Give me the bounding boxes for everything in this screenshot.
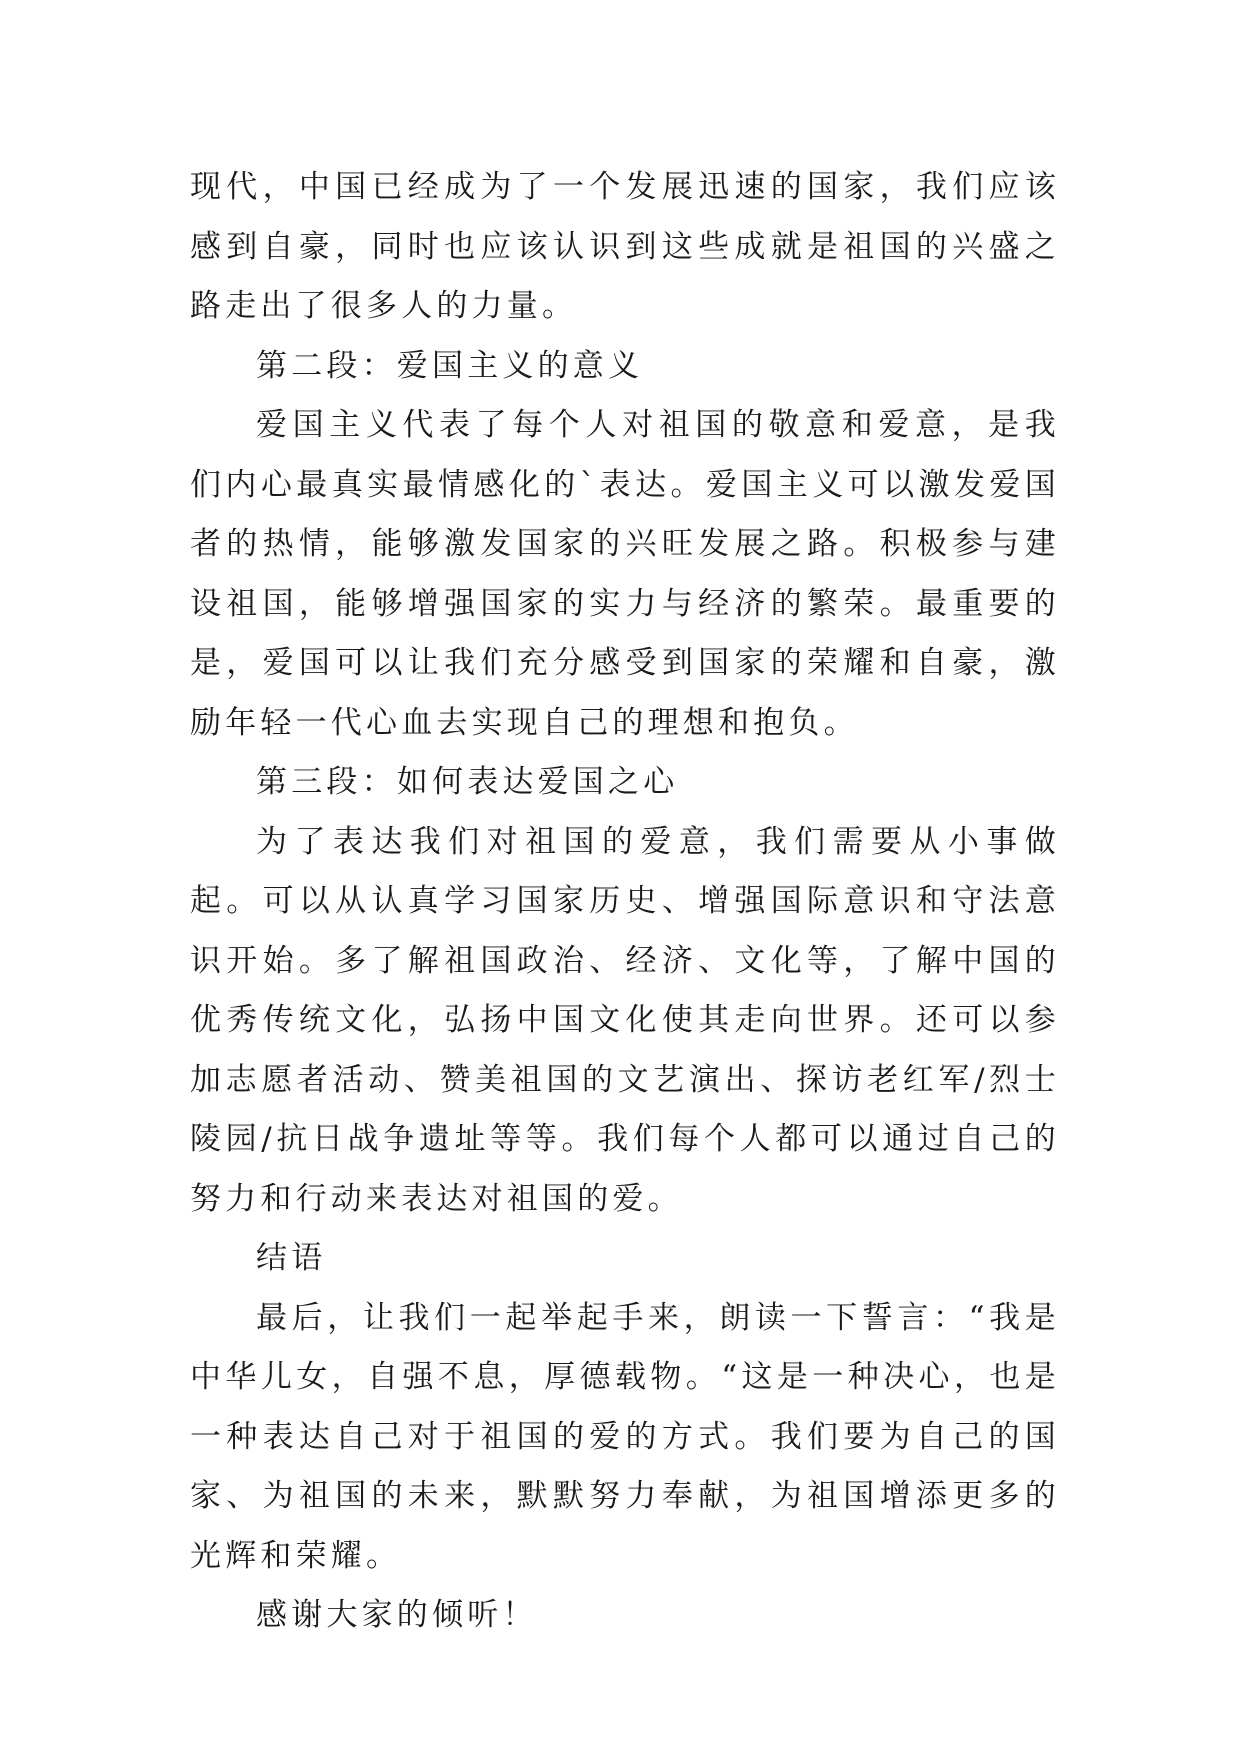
paragraph-meaning: 爱国主义代表了每个人对祖国的敬意和爱意，是我们内心最真实最情感化的`表达。爱国主义可以激发爱国者的热情，能够激发国家的兴旺发展之路。积极参与建设祖国，能够增强国家的实力与经济的繁荣。最重要的是，爱国可以让我们充分感受到国家的荣耀和自豪，激励年轻一代心血去实现自己的理想和抱负。	[190, 407, 1060, 741]
paragraph-conclusion: 最后，让我们一起举起手来，朗读一下誓言：“我是中华儿女，自强不息，厚德载物。“这是一种决心，也是一种表达自己对于祖国的爱的方式。我们要为自己的国家、为祖国的未来，默默努力奉献，为祖国增添更多的光辉和荣耀。	[190, 1299, 1060, 1574]
section-heading-3: 第三段：如何表达爱国之心	[256, 764, 679, 800]
section-heading-2: 第二段：爱国主义的意义	[256, 347, 644, 384]
paragraph-how-to-express: 为了表达我们对祖国的爱意，我们需要从小事做起。可以从认真学习国家历史、增强国际意识和守法意识开始。多了解祖国政治、经济、文化等，了解中国的优秀传统文化，弘扬中国文化使其走向世界。还可以参加志愿者活动、赞美祖国的文艺演出、探访老红军/烈士陵园/抗日战争遗址等等。我们每个人都可以通过自己的努力和行动来表达对祖国的爱。	[190, 823, 1060, 1217]
paragraph-thanks: 感谢大家的倾听！	[256, 1597, 538, 1633]
section-heading-conclusion: 结语	[256, 1240, 327, 1276]
paragraph-continued-intro: 现代，中国已经成为了一个发展迅速的国家，我们应该感到自豪，同时也应该认识到这些成就是祖国的兴盛之路走出了很多人的力量。	[190, 169, 1060, 324]
document-body	[190, 158, 1060, 1646]
